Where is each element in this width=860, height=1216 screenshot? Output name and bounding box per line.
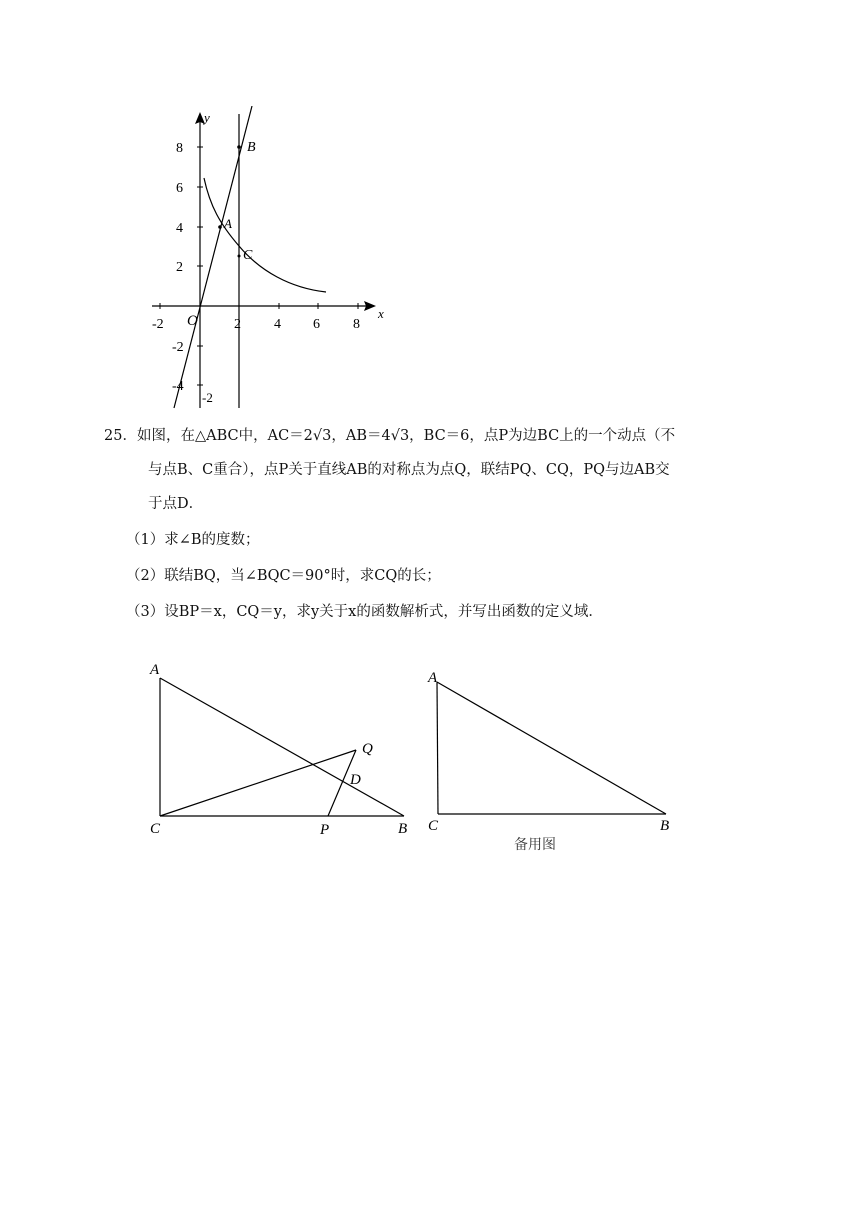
triangle-figure-backup: [420, 660, 690, 860]
problem-number: 25．: [104, 428, 137, 444]
question-2: （2）联结BQ，当∠BQC＝90°时，求CQ的长；: [126, 568, 441, 584]
x-axis-label: x: [378, 306, 384, 321]
label-c: C: [150, 821, 161, 837]
point-c-marker: [238, 255, 241, 258]
triangle-figure-main: [140, 656, 430, 846]
label-d: D: [350, 772, 361, 788]
x-tick-8: 8: [353, 317, 360, 332]
extra-tick-label: -2: [202, 390, 213, 405]
point-a-label: A: [224, 216, 232, 231]
x-tick-6: 6: [313, 317, 320, 332]
segment-cq: [160, 750, 356, 816]
backup-label-b: B: [660, 818, 670, 834]
triangle-backup-svg: [420, 660, 690, 840]
backup-segment-ac: [437, 682, 438, 814]
label-p: P: [320, 822, 330, 838]
point-b-marker: [237, 145, 241, 149]
y-axis-label: y: [204, 110, 210, 125]
x-tick-2: 2: [234, 317, 241, 332]
backup-figure-caption: 备用图: [514, 837, 556, 853]
point-a-marker: [218, 225, 222, 229]
label-q: Q: [362, 741, 373, 757]
y-tick-8: 8: [176, 141, 183, 156]
problem-line-1-text: 如图，在△ABC中，AC＝2√3，AB＝4√3，BC＝6，点P为边BC上的一个动点（不: [136, 428, 676, 444]
coordinate-graph: [140, 106, 390, 414]
question-1: （1）求∠B的度数；: [126, 532, 260, 548]
line-through-origin: [174, 106, 252, 408]
y-tick-neg4: -4: [172, 379, 184, 394]
problem-line-1: [104, 424, 675, 445]
y-tick-2: 2: [176, 260, 183, 275]
backup-label-a: A: [428, 670, 438, 686]
label-b: B: [398, 821, 408, 837]
y-tick-6: 6: [176, 181, 183, 196]
backup-segment-ab: [437, 682, 666, 814]
problem-line-3: 于点D．: [148, 496, 204, 512]
y-tick-4: 4: [176, 221, 183, 236]
problem-line-2: 与点B、C重合），点P关于直线AB的对称点为点Q，联结PQ、CQ，PQ与边AB交: [148, 462, 670, 478]
curve: [204, 178, 326, 292]
graph-svg: [140, 106, 390, 414]
triangle-main-svg: [140, 656, 430, 846]
question-3: （3）设BP＝x，CQ＝y，求y关于x的函数解析式，并写出函数的定义域．: [126, 604, 603, 620]
x-tick-4: 4: [274, 317, 281, 332]
backup-label-c: C: [428, 818, 439, 834]
x-tick-neg2: -2: [152, 317, 164, 332]
point-b-label: B: [247, 140, 256, 155]
y-tick-neg2: -2: [172, 340, 184, 355]
label-a: A: [150, 662, 160, 678]
point-c-label: C: [243, 248, 253, 263]
origin-label: O: [187, 313, 198, 329]
